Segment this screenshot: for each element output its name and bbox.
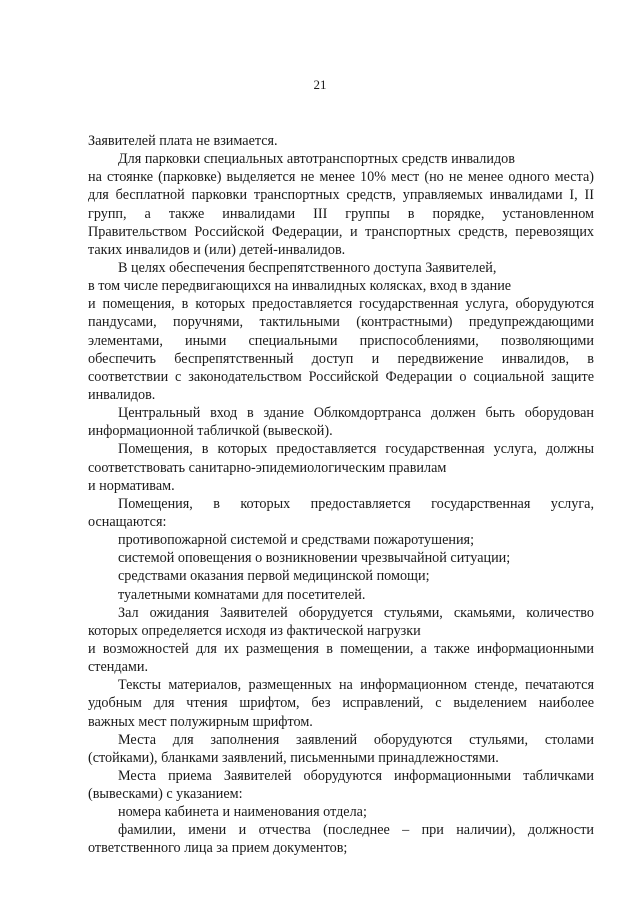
text-line: туалетными комнатами для посетителей.	[118, 586, 366, 603]
text-line: Тексты материалов, размещенных на информационном стенде, печатаются	[118, 677, 594, 694]
text-line: В целях обеспечения беспрепятственного доступа Заявителей,	[118, 259, 497, 276]
text-line: и нормативам.	[88, 477, 175, 494]
text-line: соответствовать санитарно-эпидемиологическим правилам	[88, 459, 447, 476]
text-line: в том числе передвигающихся на инвалидных колясках, вход в здание	[88, 278, 512, 295]
text-line: противопожарной системой и средствами пожаротушения;	[118, 532, 475, 549]
text-line: удобным для чтения шрифтом, без исправлений, с выделением наиболее	[88, 695, 594, 712]
page-number: 21	[313, 77, 327, 92]
text-line: Места приема Заявителей оборудуются информационными табличками	[118, 767, 594, 784]
text-line: Помещения, в которых предоставляется государственная услуга,	[118, 495, 594, 512]
text-line: элементами, иными специальными приспособлениями, позволяющими	[88, 332, 594, 349]
text-line: стендами.	[88, 659, 149, 676]
text-line: инвалидов.	[88, 386, 156, 403]
text-line: Центральный вход в здание Облкомдортранса должен быть оборудован	[118, 405, 594, 422]
text-line: (стойками), бланками заявлений, письменными принадлежностями.	[88, 749, 499, 766]
text-line: групп, а также инвалидами III группы в порядке, установленном	[88, 205, 594, 222]
text-line: ответственного лица за прием документов;	[88, 840, 348, 857]
text-line: системой оповещения о возникновении чрезвычайной ситуации;	[118, 550, 511, 567]
text-line: Заявителей плата не взимается.	[88, 133, 278, 149]
text-line: соответствии с законодательством Российской Федерации о социальной защите	[88, 368, 594, 385]
text-line: таких инвалидов и (или) детей-инвалидов.	[88, 241, 346, 258]
text-line: фамилии, имени и отчества (последнее – при наличии), должности	[118, 822, 594, 839]
body-text	[88, 132, 594, 858]
text-line: Правительством Российской Федерации, и транспортных средств, перевозящих	[88, 223, 594, 240]
text-line: Зал ожидания Заявителей оборудуется стульями, скамьями, количество	[118, 604, 594, 621]
text-line: (вывесками) с указанием:	[88, 786, 243, 803]
text-line: и помещения, в которых предоставляется государственная услуга, оборудуются	[88, 296, 594, 313]
text-line: Для парковки специальных автотранспортных средств инвалидов	[118, 151, 515, 168]
text-line: пандусами, поручнями, тактильными (контрастными) предупреждающими	[88, 314, 594, 331]
text-line: номера кабинета и наименования отдела;	[118, 804, 367, 821]
text-line: на стоянке (парковке) выделяется не менее 10% мест (но не менее одного места)	[88, 169, 594, 186]
text-line: которых определяется исходя из фактической нагрузки	[88, 622, 421, 639]
text-line: обеспечить беспрепятственный доступ и передвижение инвалидов, в	[88, 350, 594, 367]
text-line: информационной табличкой (вывеской).	[88, 423, 333, 440]
text-line: средствами оказания первой медицинской помощи;	[118, 568, 430, 585]
text-line: и возможностей для их размещения в помещении, а также информационными	[88, 640, 594, 657]
text-line: для бесплатной парковки транспортных средств, управляемых инвалидами I, II	[88, 187, 594, 204]
text-line: важных мест полужирным шрифтом.	[88, 713, 313, 730]
text-line: Помещения, в которых предоставляется государственная услуга, должны	[118, 441, 594, 458]
text-line: оснащаются:	[88, 513, 167, 530]
text-line: Места для заполнения заявлений оборудуются стульями, столами	[118, 731, 594, 748]
